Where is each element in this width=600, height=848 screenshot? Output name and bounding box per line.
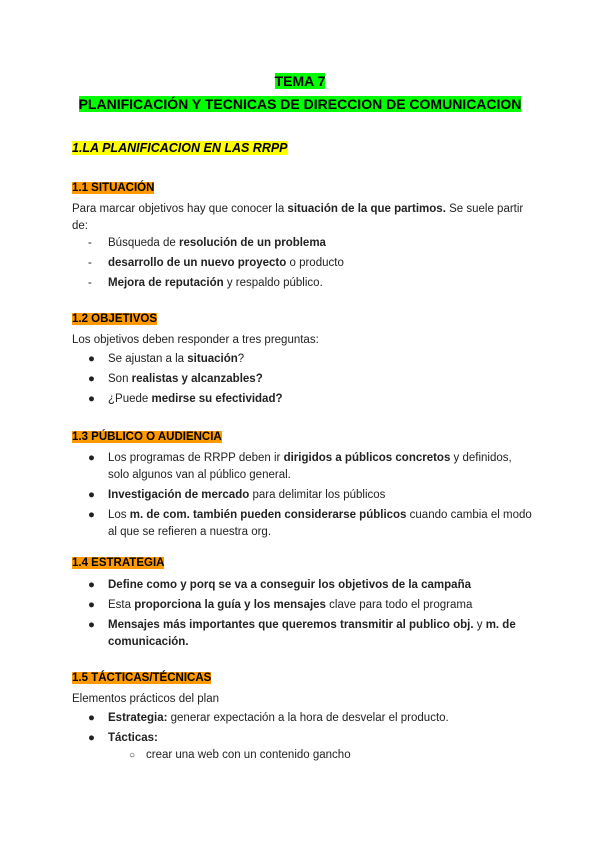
list-item: ● Investigación de mercado para delimitar los públicos [88,489,386,501]
list-item: ● Mensajes más importantes que queremos transmitir al publico obj. y m. de comunicación. [88,619,516,648]
subheading-publico: 1.3 PÚBLICO O AUDIENCIA [72,431,222,443]
section-heading-1: 1.LA PLANIFICACION EN LAS RRPP [72,141,288,155]
list-item: ● Son realistas y alcanzables? [88,373,263,385]
subheading-objetivos: 1.2 OBJETIVOS [72,313,158,325]
paragraph-tacticas: Elementos prácticos del plan [72,693,220,705]
subheading-tacticas: 1.5 TÁCTICAS/TÉCNICAS [72,672,212,684]
list-item: ● Esta proporciona la guía y los mensajes clave para todo el programa [88,599,473,611]
subtitle-line [0,96,600,112]
subheading-estrategia: 1.4 ESTRATEGIA [72,557,165,569]
list-estrategia [72,577,532,654]
list-item: ● Los programas de RRPP deben ir dirigidos a públicos concretos y definidos, solo algunos van al público general. [88,452,512,481]
title-line [0,73,600,89]
list-publico [72,450,532,544]
list-item: ● Tácticas: [88,732,158,744]
list-item: ● ¿Puede medirse su efectividad? [88,393,283,405]
list-item: ● Los m. de com. también pueden considerarse públicos cuando cambia el modo al que se refieren a nuestra org. [88,509,532,538]
sublist-tacticas [126,747,351,764]
list-item: ● Define como y porq se va a conseguir los objetivos de la campaña [88,579,472,591]
list-tacticas [72,710,532,750]
list-item: - Mejora de reputación y respaldo público. [88,277,323,289]
list-item: ● Se ajustan a la situación? [88,353,245,365]
doc-subtitle: PLANIFICACIÓN Y TECNICAS DE DIRECCION DE COMUNICACION [78,96,522,112]
list-item: ● Estrategia: generar expectación a la hora de desvelar el producto. [88,712,449,724]
list-item: - Búsqueda de resolución de un problema [88,237,326,249]
paragraph-objetivos: Los objetivos deben responder a tres preguntas: [72,334,319,346]
paragraph-situacion: Para marcar objetivos hay que conocer la situación de la que partimos. Se suele partir de: [72,203,524,232]
subheading-situacion: 1.1 SITUACIÓN [72,182,155,194]
list-objetivos [72,351,532,411]
doc-title: TEMA 7 [274,73,326,89]
list-item: - desarrollo de un nuevo proyecto o producto [88,257,344,269]
list-situacion [72,235,532,295]
list-item: ○ crear una web con un contenido gancho [129,749,351,761]
